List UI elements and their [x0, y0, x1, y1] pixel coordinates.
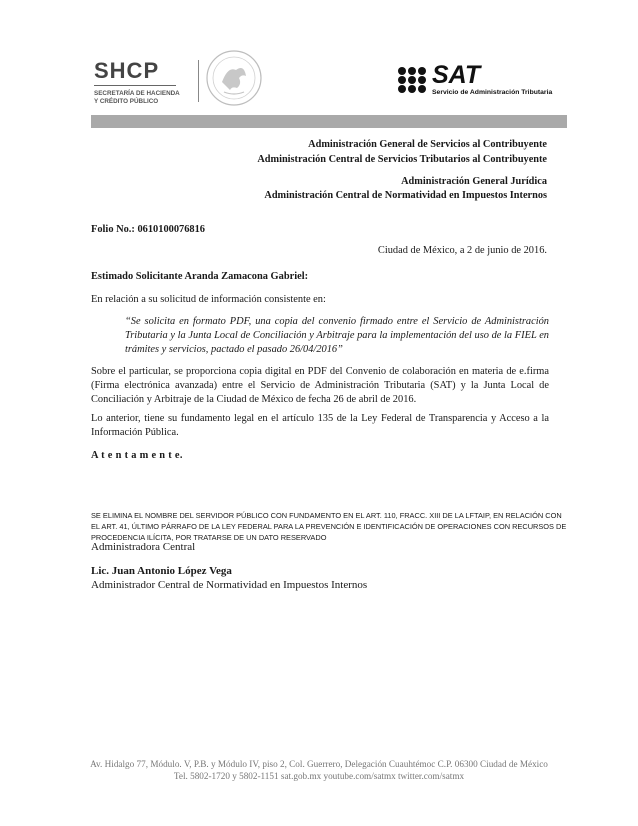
address-line-3: Administración General Jurídica	[401, 176, 547, 187]
sat-logo-subtitle: Servicio de Administración Tributaria	[432, 89, 553, 96]
shcp-logo-rule	[94, 85, 176, 86]
shcp-logo-sub-line2: Y CRÉDITO PÚBLICO	[94, 98, 159, 105]
body-paragraph-2: Lo anterior, tiene su fundamento legal en el artículo 135 de la Ley Federal de Transparencia y Acceso a la Información Pública.	[91, 413, 549, 438]
shcp-logo	[94, 60, 189, 110]
intro-text: En relación a su solicitud de información consistente en:	[91, 294, 326, 305]
shcp-logo-sub-line1: SECRETARÍA DE HACIENDA	[94, 90, 180, 97]
sat-logo-icon	[396, 66, 428, 94]
closing: A t e n t a m e n t e.	[91, 450, 183, 461]
address-line-4: Administración Central de Normatividad en Impuestos Internos	[264, 190, 547, 201]
folio-number: Folio No.: 0610100076816	[91, 224, 206, 235]
salutation: Estimado Solicitante Aranda Zamacona Gabriel:	[91, 271, 309, 282]
header-bar	[91, 115, 567, 128]
national-seal-icon	[204, 48, 264, 108]
body-paragraph-1: Sobre el particular, se proporciona copia digital en PDF del Convenio de colaboración en materia de e.firma (Firma electrónica avanzada) entre el Servicio de Administración Tributaria (SAT) y la Junta Local de Conciliación y Arbitraje de la Ciudad de México de fecha 26 de abril de 2016.	[91, 366, 549, 405]
signer-name: Lic. Juan Antonio López Vega	[91, 565, 232, 577]
redaction-note: SE ELIMINA EL NOMBRE DEL SERVIDOR PÚBLICO CON FUNDAMENTO EN EL ART. 110, FRACC. XIII DE LA LFTAIP, EN RELACIÓN CON EL ART. 41, ÚLTIMO PÁRRAFO DE LA LEY FEDERAL PARA LA PREVENCIÓN E IDENTIFICACIÓN DE OPERACIONES CON RECURSOS DE PROCEDENCIA ILÍCITA, POR TRATARSE DE UN DATO RESERVADO	[91, 511, 567, 542]
shcp-logo-name: SHCP	[94, 58, 160, 83]
footer-address: Av. Hidalgo 77, Módulo. V, P.B. y Módulo IV, piso 2, Col. Guerrero, Delegación Cuauhtémoc C.P. 06300 Ciudad de México	[90, 759, 548, 769]
address-line-2: Administración Central de Servicios Tributarios al Contribuyente	[257, 154, 547, 165]
signer-title: Administrador Central de Normatividad en Impuestos Internos	[91, 579, 368, 591]
footer-contact: Tel. 5802-1720 y 5802-1151 sat.gob.mx youtube.com/satmx twitter.com/satmx	[173, 771, 465, 781]
sat-logo-name: SAT	[432, 61, 481, 89]
place-date: Ciudad de México, a 2 de junio de 2016.	[377, 245, 547, 256]
request-quote: “Se solicita en formato PDF, una copia del convenio firmado entre el Servicio de Administración Tributaria y la Junta Local de Conciliación y Arbitraje para la implementación del uso de la FIEL en trámites y servicios, pactado el pasado 26/04/2016”	[125, 316, 549, 355]
address-line-1: Administración General de Servicios al Contribuyente	[308, 139, 547, 150]
logo-divider	[198, 60, 199, 102]
signer-role: Administradora Central	[91, 541, 196, 553]
